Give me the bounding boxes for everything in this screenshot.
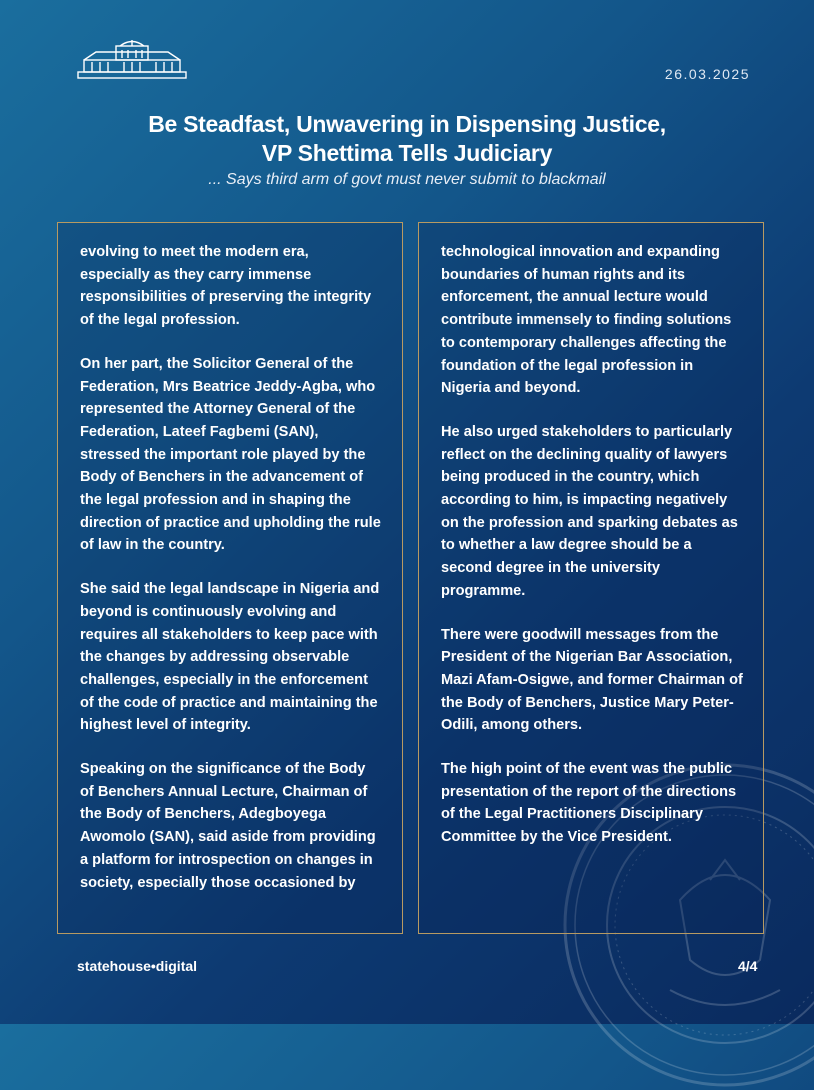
page-title: [0, 110, 814, 168]
right-column: [418, 222, 764, 934]
paragraph: On her part, the Solicitor General of the Federation, Mrs Beatrice Jeddy-Agba, who represented the Attorney General of the Federation, Lateef Fagbemi (SAN), stressed the important role played by the Body of Benchers in the advancement of the legal profession and in shaping the direction of practice and upholding the rule of law in the country.: [80, 355, 381, 554]
left-column: [57, 222, 403, 934]
page-subtitle: ... Says third arm of govt must never submit to blackmail: [208, 171, 606, 188]
paragraph: Speaking on the significance of the Body of Benchers Annual Lecture, Chairman of the Body of Benchers, Adegboyega Awomolo (SAN), said aside from providing a platform for introspection on changes in society, especially those occasioned by: [80, 761, 376, 891]
statehouse-logo-icon: [76, 38, 188, 80]
paragraph: The high point of the event was the public presentation of the report of the directions of the Legal Practitioners Disciplinary Committee by the Vice President.: [441, 761, 737, 846]
title-line-2: VP Shettima Tells Judiciary: [261, 140, 553, 166]
publish-date: 26.03.2025: [664, 66, 750, 82]
paragraph: technological innovation and expanding boundaries of human rights and its enforcement, the annual lecture would contribute immensely to finding solutions to contemporary challenges affecting the foundation of the legal profession in Nigeria and beyond.: [441, 244, 732, 397]
paragraph: He also urged stakeholders to particularly reflect on the declining quality of lawyers being produced in the country, which according to him, is impacting negatively on the profession and sparking debates as to whether a law degree should be a second degree in the university programme.: [441, 423, 738, 599]
title-line-1: Be Steadfast, Unwavering in Dispensing Justice,: [148, 111, 666, 137]
page-number: 4/4: [738, 958, 758, 974]
footer-brand: statehouse•digital: [77, 958, 198, 974]
paragraph: She said the legal landscape in Nigeria and beyond is continuously evolving and requires all stakeholders to keep pace with the changes by addressing observable challenges, especially in the enforcement of the code of practice and maintaining the highest level of integrity.: [80, 581, 380, 734]
paragraph: There were goodwill messages from the President of the Nigerian Bar Association, Mazi Afam-Osigwe, and former Chairman of the Body of Benchers, Justice Mary Peter- Odili, among others.: [441, 626, 743, 734]
paragraph: evolving to meet the modern era, especially as they carry immense responsibilities of preserving the integrity of the legal profession.: [80, 244, 372, 329]
